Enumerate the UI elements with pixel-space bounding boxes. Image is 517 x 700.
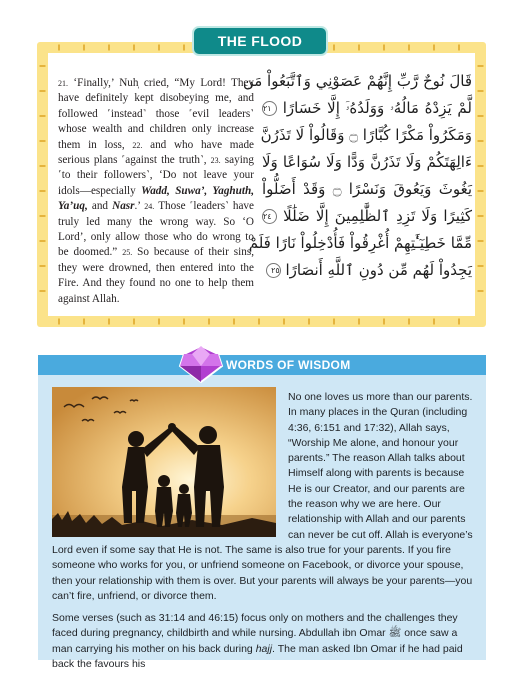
arabic-line: مِّمَّا خَطِيٓـَٰٔتِهِمْ أُغْرِقُواْ فَأُدْخِلُواْ نَارًا فَلَمْ [248,234,472,252]
arabic-line: ءَالِهَتَكُمْ وَلَا تَذَرُنَّ وَدًّا وَلَا سُوَاعًا وَلَا [262,153,472,171]
verse-text: and who have made serious plans ˹against the truth˺, [58,138,255,167]
verse-number: 23. [210,156,221,166]
idol-names: Wadd, Suwa’, Yaghuth, Ya’uq, [58,184,254,213]
flood-title: THE FLOOD [192,26,328,56]
image-spacer [52,390,288,538]
gem-icon [178,344,224,384]
honorific-icon: ﷺ [388,627,402,640]
arabic-line: يَجِدُواْ لَهُم مِّن دُونِ ٱللَّهِ أَنصَارًا ٢٥ [262,257,472,284]
flood-translation [58,76,254,307]
wisdom-title: WORDS OF WISDOM [226,358,351,372]
verse-number: 21. [58,79,68,88]
verse-text: So because of their sins, they were drowned, then entered into the Fire. And they found no one to help them against Allah. [58,246,254,305]
arabic-line: لَّمْ يَزِدْهُ مَالُهُۥ وَوَلَدُهُۥٓ إِلَّا خَسَارًا ٢١ [263,99,472,117]
ayah-marker: ٢١ [262,101,277,116]
verse-text: .’ [134,200,145,213]
wisdom-paragraph: No one loves us more than our parents. In many places in the Quran (including 4:36, 6:151 and 17:32), Allah says, “Worship Me alone, and honour your parents.” The reason Allah talks about Himself along with parents is because He is our Creator, and our parents are the reason why we are here. Our relationship with Allah and our parents can never be cut off. Allah is everyone’s Lord even if some say that He is not. The same is also true for your parents. If you fire someone who works for you, or unfriend someone on Facebook, or divorce your spouse, then your relationship with them is over. But your parents will always be your parents—you can’t fire, unfriend, or divorce them. [52,391,473,602]
arabic-line: وَمَكَرُواْ مَكْرًا كُبَّارًا ۝ وَقَالُواْ لَا تَذَرُنَّ [260,126,472,144]
verse-text: and [87,200,113,213]
ayah-marker: ٢٤ [262,209,277,224]
verse-text: saying ˹to their followers˺, ‘Do not leave your idols—especially [58,154,254,197]
arabic-line: كَثِيرًا وَلَا تَزِدِ ٱلظَّٰلِمِينَ إِلَّا ضَلَٰلًا ٢٤ [263,207,472,225]
arabic-line: قَالَ نُوحٌ رَّبِّ إِنَّهُمْ عَصَوْنِي وَٱتَّبَعُواْ مَن [242,72,472,90]
idol-name-nasr: Nasr [112,200,135,213]
verse-text: ‘Finally,’ Nuh̩ cried, “My Lord! They have definitely kept disobeying me, and followed ˹instead˺ those ˹evil leaders˺ whose wealth and children only increase them in loss, [58,77,254,151]
verse-text: Those ˹leaders˺ have truly led many the wrong way. So ‘O Lord’, only allow those who do wrong to be doomed.” [58,200,254,259]
wisdom-paragraph: Some verses (such as 31:14 and 46:15) focus only on mothers and the challenges they faced during pregnancy, childbirth and while nursing. Abdullah ibn Omar ﷺ once saw a man carrying his mother on his back during hajj. The man asked Ibn Omar if he had paid back the favours his [52,612,463,671]
verse-number: 22. [132,140,143,150]
ayah-marker: ٢٥ [266,263,281,278]
arabic-verses [242,68,472,284]
verse-number: 25. [122,248,133,258]
wisdom-body [52,390,476,679]
verse-number: 24. [144,202,155,212]
arabic-line: يَغُوثَ وَيَعُوقَ وَنَسْرًا ۝ وَقَدْ أَضَلُّواْ [262,180,472,198]
